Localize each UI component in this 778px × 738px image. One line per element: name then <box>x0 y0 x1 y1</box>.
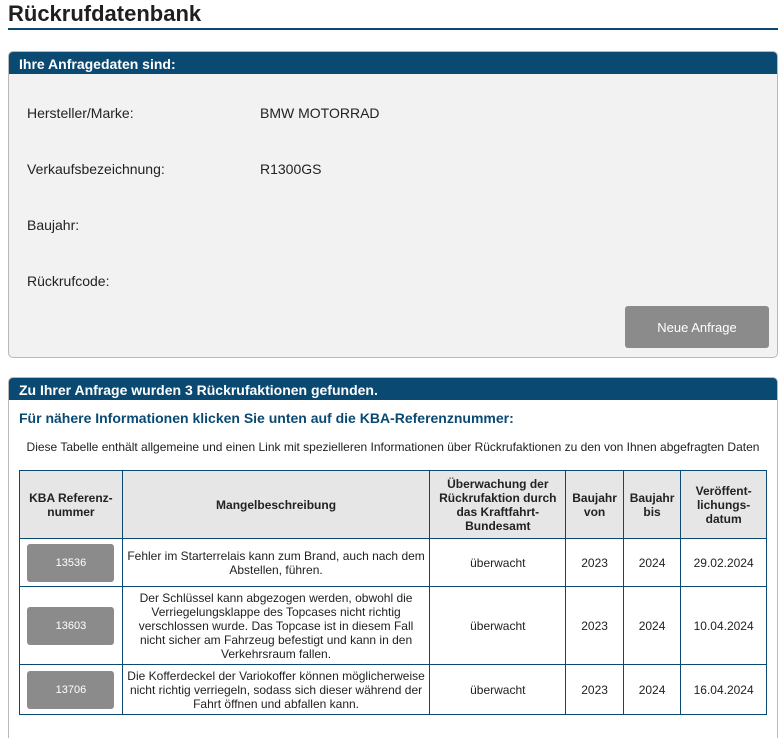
new-query-button[interactable]: Neue Anfrage <box>625 306 769 348</box>
page-title: Rückrufdatenbank <box>8 1 202 26</box>
table-row <box>20 665 767 715</box>
monitoring-cell: überwacht <box>430 539 566 587</box>
table-description: Diese Tabelle enthält allgemeine und einen Link mit spezielleren Informationen über Rückrufaktionen zu den von Ihnen abgefragten Daten <box>26 440 760 454</box>
description-cell: Der Schlüssel kann abgezogen werden, obwohl die Verriegelungsklappe des Topcases nicht richtig verschlossen wurde. Das Topcase ist in diesem Fall nicht sicher am Fahrzeug befestigt und kann in den Verkehrsraum fallen. <box>122 587 429 665</box>
query-panel-heading: Ihre Anfragedaten sind: <box>9 52 777 74</box>
column-header-description: Mangelbeschreibung <box>122 471 429 539</box>
kba-reference-button[interactable]: 13706 <box>27 671 114 709</box>
kba-cell <box>20 665 123 715</box>
year-from-cell: 2023 <box>566 665 623 715</box>
results-panel-heading: Zu Ihrer Anfrage wurden 3 Rückrufaktionen gefunden. <box>9 378 777 400</box>
table-row <box>20 539 767 587</box>
query-label: Verkaufsbezeichnung: <box>27 161 165 177</box>
title-divider <box>8 28 778 30</box>
year-to-cell: 2024 <box>623 539 680 587</box>
monitoring-cell: überwacht <box>430 665 566 715</box>
monitoring-cell: überwacht <box>430 587 566 665</box>
date-cell: 10.04.2024 <box>681 587 767 665</box>
date-cell: 29.02.2024 <box>681 539 767 587</box>
recall-table <box>19 470 767 715</box>
query-value: BMW MOTORRAD <box>260 105 380 121</box>
column-header-monitoring: Überwachung der Rückrufaktion durch das Kraftfahrt-Bundesamt <box>430 471 566 539</box>
table-row <box>20 587 767 665</box>
column-header-year-to: Baujahr bis <box>623 471 680 539</box>
kba-cell <box>20 539 123 587</box>
description-cell: Fehler im Starterrelais kann zum Brand, auch nach dem Abstellen, führen. <box>122 539 429 587</box>
year-to-cell: 2024 <box>623 587 680 665</box>
kba-reference-button[interactable]: 13603 <box>27 607 114 645</box>
results-subheading: Für nähere Informationen klicken Sie unten auf die KBA-Referenznummer: <box>19 410 514 426</box>
results-panel <box>8 377 778 738</box>
description-cell: Die Kofferdeckel der Variokoffer können möglicherweise nicht richtig verriegeln, sodass sich dieser während der Fahrt öffnen und abfallen kann. <box>122 665 429 715</box>
table-header-row <box>20 471 767 539</box>
year-from-cell: 2023 <box>566 539 623 587</box>
query-label: Baujahr: <box>27 217 80 233</box>
date-cell: 16.04.2024 <box>681 665 767 715</box>
column-header-date: Veröffent-lichungs-datum <box>681 471 767 539</box>
query-value: R1300GS <box>260 161 322 177</box>
kba-reference-button[interactable]: 13536 <box>27 544 114 582</box>
year-from-cell: 2023 <box>566 587 623 665</box>
kba-cell <box>20 587 123 665</box>
query-panel <box>8 51 778 358</box>
column-header-kba: KBA Referenz-nummer <box>20 471 123 539</box>
query-label: Hersteller/Marke: <box>27 105 134 121</box>
query-label: Rückrufcode: <box>27 273 110 289</box>
column-header-year-from: Baujahr von <box>566 471 623 539</box>
year-to-cell: 2024 <box>623 665 680 715</box>
